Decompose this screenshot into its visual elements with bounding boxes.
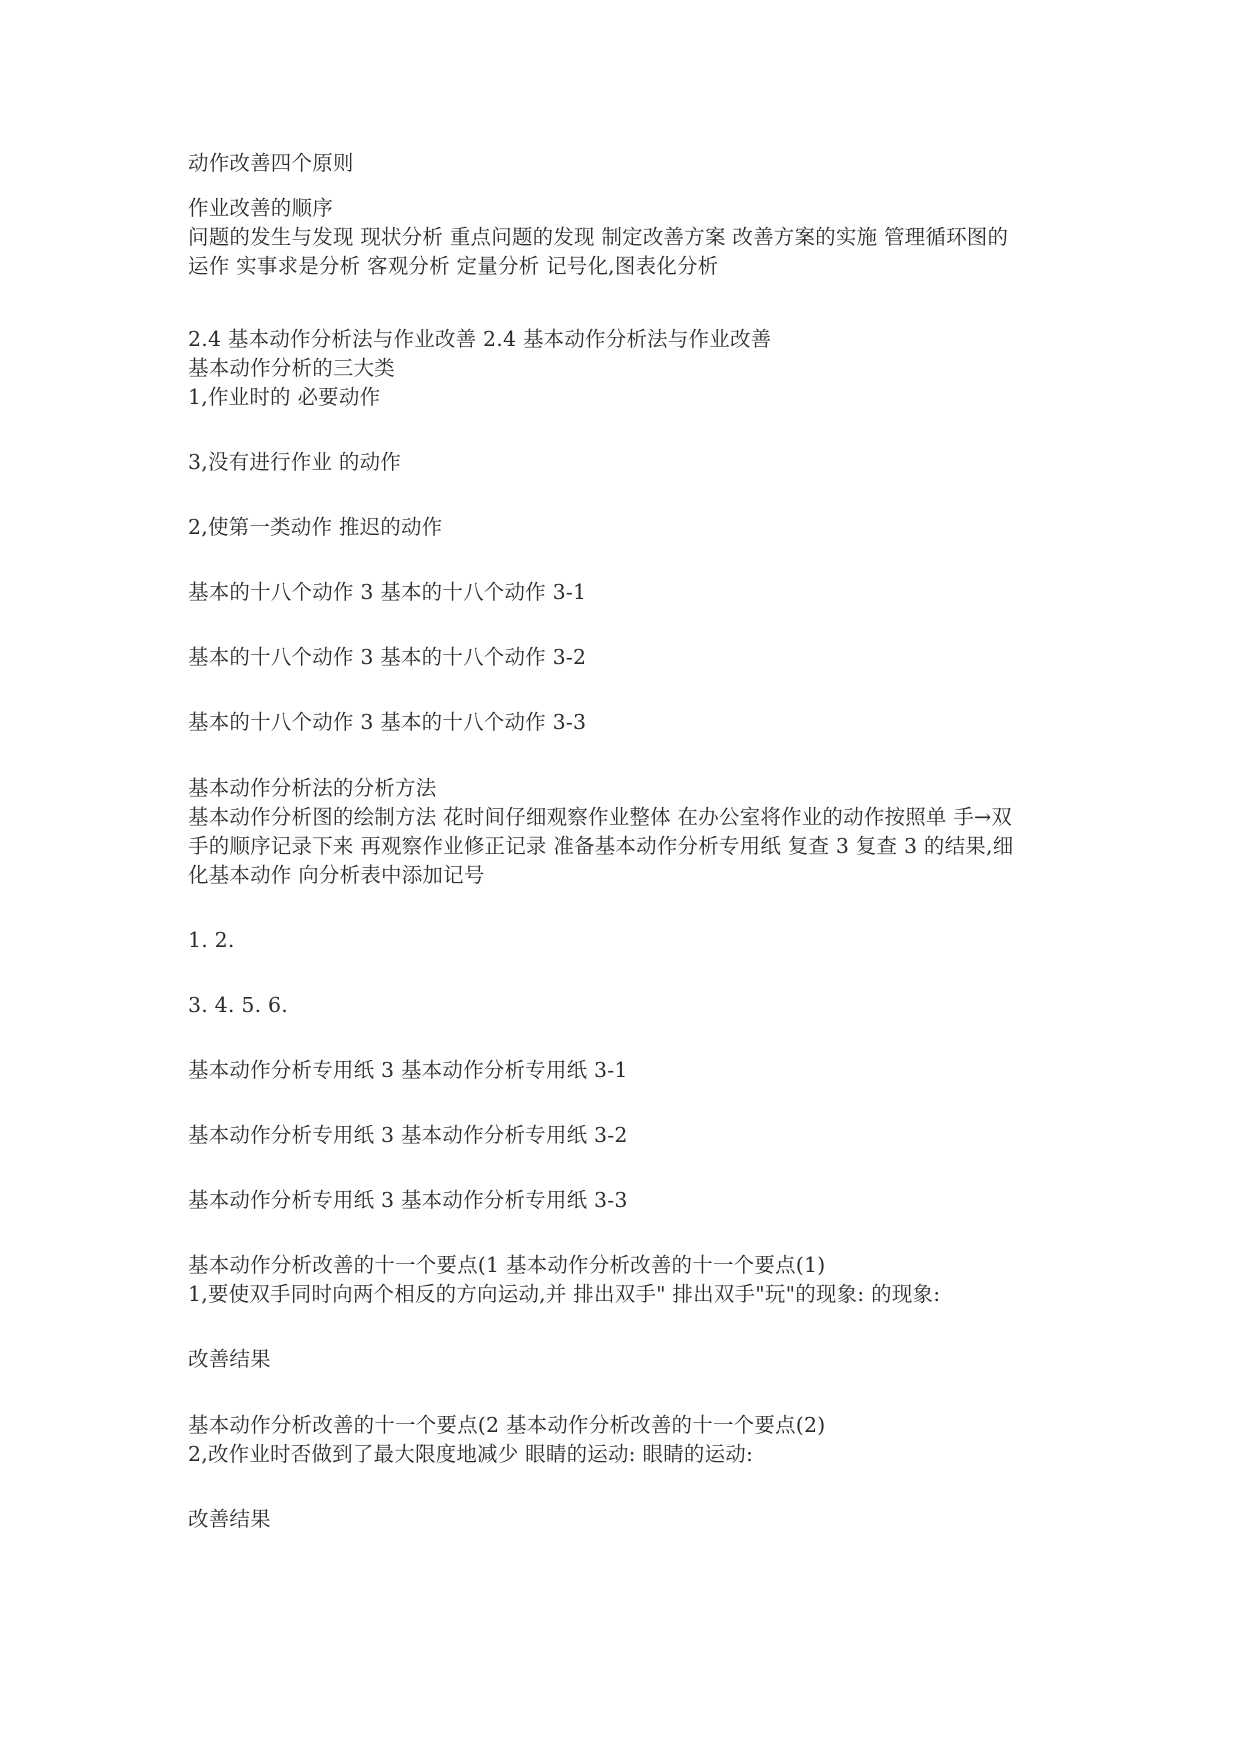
- text-line: 运作 实事求是分析 客观分析 定量分析 记号化,图表化分析: [188, 254, 719, 278]
- text-line: 基本动作分析专用纸 3 基本动作分析专用纸 3-1: [188, 1058, 628, 1082]
- text-line: 基本动作分析图的绘制方法 花时间仔细观察作业整体 在办公室将作业的动作按照单 手→双: [188, 805, 1013, 829]
- text-line: 基本动作分析的三大类: [188, 356, 395, 380]
- text-line: 基本的十八个动作 3 基本的十八个动作 3-1: [188, 580, 587, 604]
- text-line: 2,使第一类动作 推迟的动作: [188, 515, 443, 539]
- section-heading: 动作改善四个原则: [188, 151, 354, 175]
- text-line: 1,作业时的 必要动作: [188, 385, 381, 409]
- text-line: 基本的十八个动作 3 基本的十八个动作 3-2: [188, 645, 587, 669]
- text-line: 基本动作分析专用纸 3 基本动作分析专用纸 3-3: [188, 1188, 628, 1212]
- text-line: 2,改作业时否做到了最大限度地减少 眼睛的运动: 眼睛的运动:: [188, 1442, 754, 1466]
- section-heading: 2.4 基本动作分析法与作业改善 2.4 基本动作分析法与作业改善: [188, 327, 772, 351]
- text-line: 基本动作分析专用纸 3 基本动作分析专用纸 3-2: [188, 1123, 628, 1147]
- text-line: 3,没有进行作业 的动作: [188, 450, 401, 474]
- text-line: 改善结果: [188, 1347, 271, 1371]
- text-line: 1. 2.: [188, 928, 235, 952]
- text-line: 化基本动作 向分析表中添加记号: [188, 863, 485, 887]
- section-heading: 基本动作分析改善的十一个要点(2 基本动作分析改善的十一个要点(2): [188, 1413, 826, 1437]
- text-line: 手的顺序记录下来 再观察作业修正记录 准备基本动作分析专用纸 复查 3 复查 3 的结果,细: [188, 834, 1014, 858]
- text-line: 问题的发生与发现 现状分析 重点问题的发现 制定改善方案 改善方案的实施 管理循环图的: [188, 225, 1009, 249]
- text-line: 基本的十八个动作 3 基本的十八个动作 3-3: [188, 710, 587, 734]
- section-heading: 基本动作分析法的分析方法: [188, 776, 437, 800]
- text-line: 3. 4. 5. 6.: [188, 993, 288, 1017]
- section-heading: 基本动作分析改善的十一个要点(1 基本动作分析改善的十一个要点(1): [188, 1253, 826, 1277]
- text-line: 改善结果: [188, 1507, 271, 1531]
- text-line: 1,要使双手同时向两个相反的方向运动,并 排出双手" 排出双手"玩"的现象: 的现象:: [188, 1282, 941, 1306]
- section-heading: 作业改善的顺序: [188, 196, 333, 220]
